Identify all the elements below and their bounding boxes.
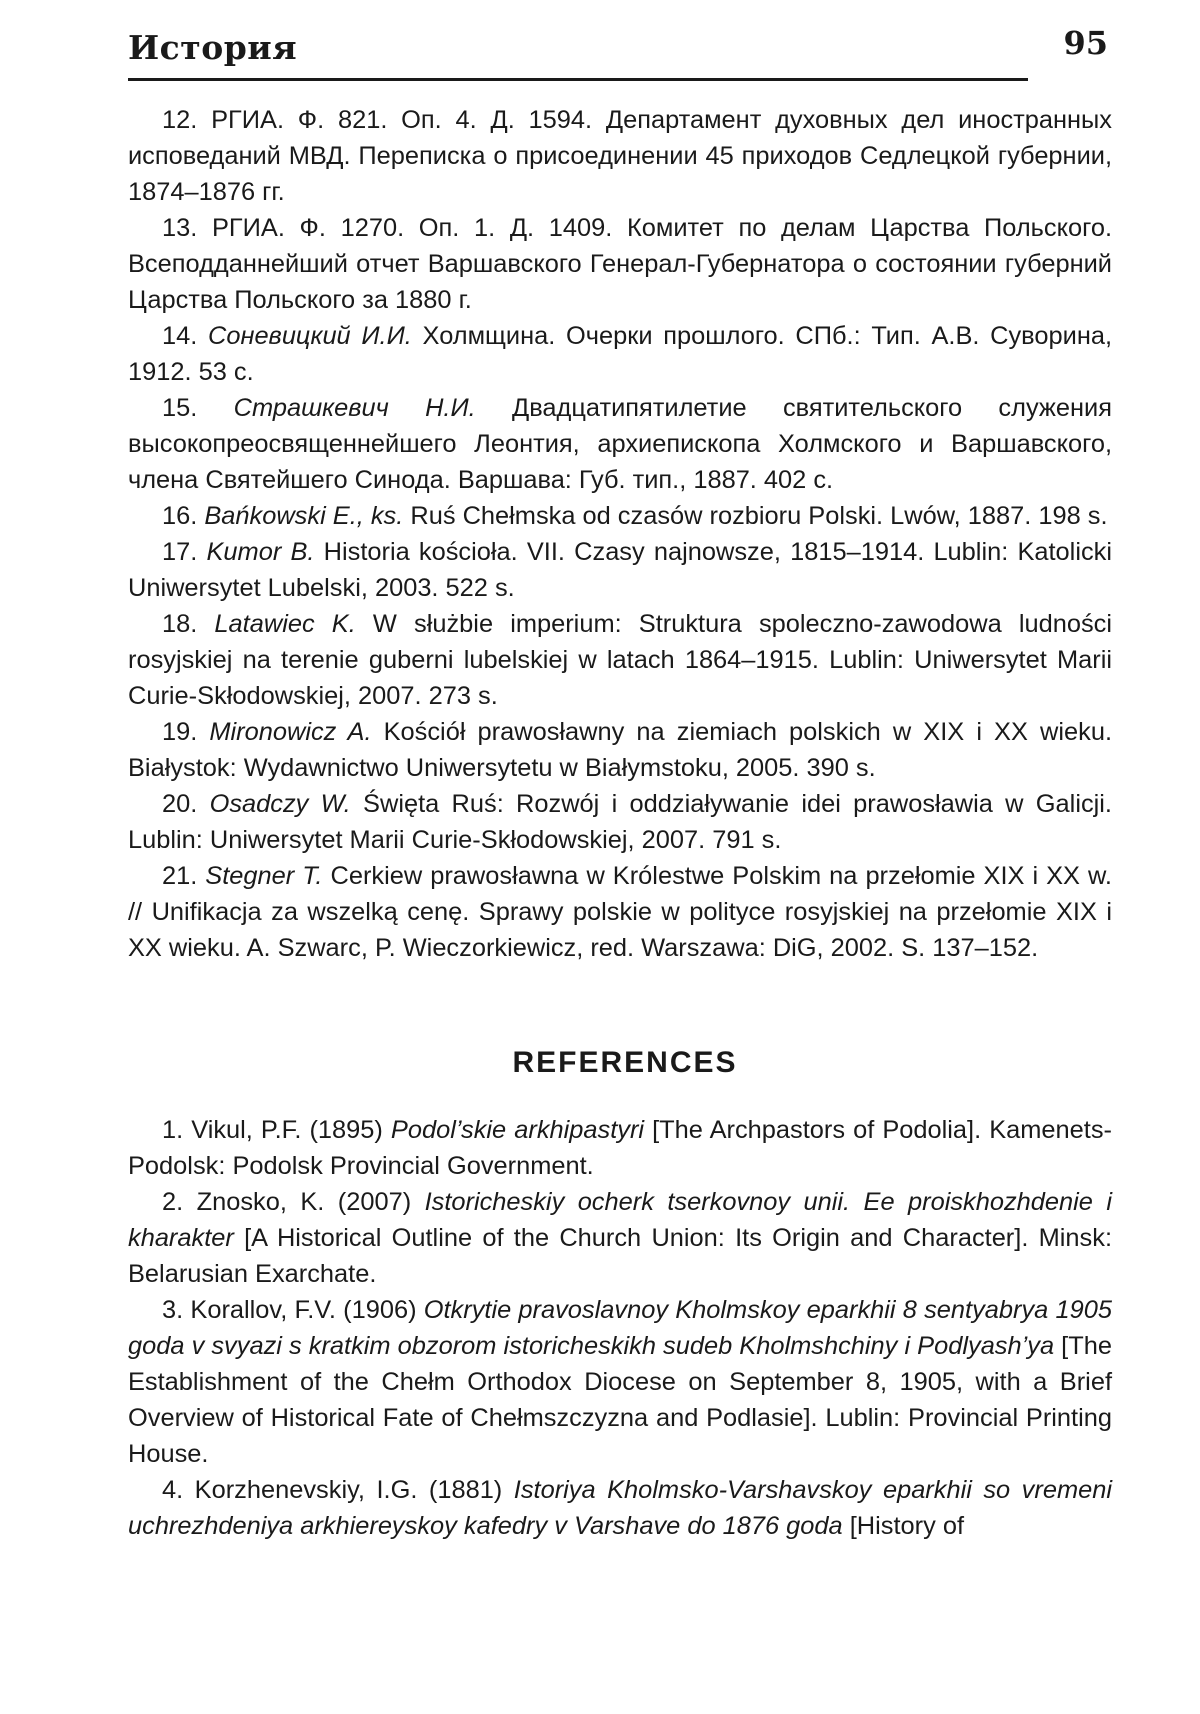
- list-item: 19. Mironowicz A. Kościół prawosławny na ziemiach polskich w XIX i XX wieku. Białystok: Wydawnictwo Uniwersytetu w Białymstoku, 2005. 390 s.: [128, 718, 1112, 782]
- list-item: 2. Znosko, K. (2007) Istoricheskiy ocherk tserkovnoy unii. Ee proiskhozhdenie i kharakter [A Historical Outline of the Church Union: Its Origin and Character]. Minsk: Belarusian Exarchate.: [128, 1188, 1112, 1288]
- list-item: 1. Vikul, P.F. (1895) Podol’skie arkhipastyri [The Archpastors of Podolia]. Kamenets-Podolsk: Podolsk Provincial Government.: [128, 1116, 1112, 1180]
- running-header: [128, 20, 1112, 82]
- references-heading: REFERENCES: [512, 1046, 738, 1079]
- list-item: 3. Korallov, F.V. (1906) Otkrytie pravoslavnoy Kholmskoy eparkhii 8 sentyabrya 1905 goda v svyazi s kratkim obzorom istoricheskikh sudeb Kholmshchiny i Podlyash’ya [The Establishment of the Chełm Orthodox Diocese on September 8, 1905, with a Brief Overview of Historical Fate of Chełmszczyzna and Podlasie]. Lublin: Provincial Printing House.: [128, 1296, 1112, 1468]
- list-item: 4. Korzhenevskiy, I.G. (1881) Istoriya Kholmsko-Varshavskoy eparkhii so vremeni uchrezhdeniya arkhiereyskoy kafedry v Varshave do 1876 goda [History of: [128, 1476, 1112, 1540]
- list-item: 17. Kumor B. Historia kościoła. VII. Czasy najnowsze, 1815–1914. Lublin: Katolicki Uniwersytet Lubelski, 2003. 522 s.: [128, 538, 1112, 602]
- list-item: 13. РГИА. Ф. 1270. Оп. 1. Д. 1409. Комитет по делам Царства Польского. Всеподданнейший отчет Варшавского Генерал-Губернатора о состоянии губерний Царства Польского за 1880 г.: [128, 214, 1112, 314]
- section-title: История: [128, 28, 298, 67]
- list-item: 15. Страшкевич Н.И. Двадцатипятилетие святительского служения высокопреосвященнейшего Леонтия, архиепископа Холмского и Варшавского, члена Святейшего Синода. Варшава: Губ. тип., 1887. 402 с.: [128, 394, 1112, 494]
- list-item: 21. Stegner T. Cerkiew prawosławna w Królestwe Polskim na przełomie XIX i XX w. // Unifikacja za wszelką cenę. Sprawy polskie w polityce rosyjskiej na przełomie XIX i XX wieku. A. Szwarc, P. Wieczorkiewicz, red. Warszawa: DiG, 2002. S. 137–152.: [128, 862, 1112, 962]
- page-number: 95: [1063, 24, 1108, 62]
- list-item: 18. Latawiec K. W służbie imperium: Struktura spoleczno-zawodowa ludności rosyjskiej na terenie guberni lubelskiej w latach 1864–1915. Lublin: Uniwersytet Marii Curie-Skłodowskiej, 2007. 273 s.: [128, 610, 1112, 710]
- document-page: [128, 20, 1112, 1544]
- reference-list-english: [128, 1112, 1112, 1544]
- list-item: 20. Osadczy W. Święta Ruś: Rozwój i oddziaływanie idei prawosławia w Galicji. Lublin: Uniwersytet Marii Curie-Skłodowskiej, 2007. 791 s.: [128, 790, 1112, 854]
- reference-list-original: [128, 102, 1112, 966]
- header-rule: [128, 78, 1028, 81]
- list-item: 14. Соневицкий И.И. Холмщина. Очерки прошлого. СПб.: Тип. А.В. Суворина, 1912. 53 с.: [128, 322, 1113, 386]
- list-item: 16. Bańkowski E., ks. Ruś Chełmska od czasów rozbioru Polski. Lwów, 1887. 198 s.: [162, 502, 1108, 530]
- list-item: 12. РГИА. Ф. 821. Оп. 4. Д. 1594. Департамент духовных дел иностранных исповеданий МВД. Переписка о присоединении 45 приходов Седлецкой губернии, 1874–1876 гг.: [128, 106, 1112, 206]
